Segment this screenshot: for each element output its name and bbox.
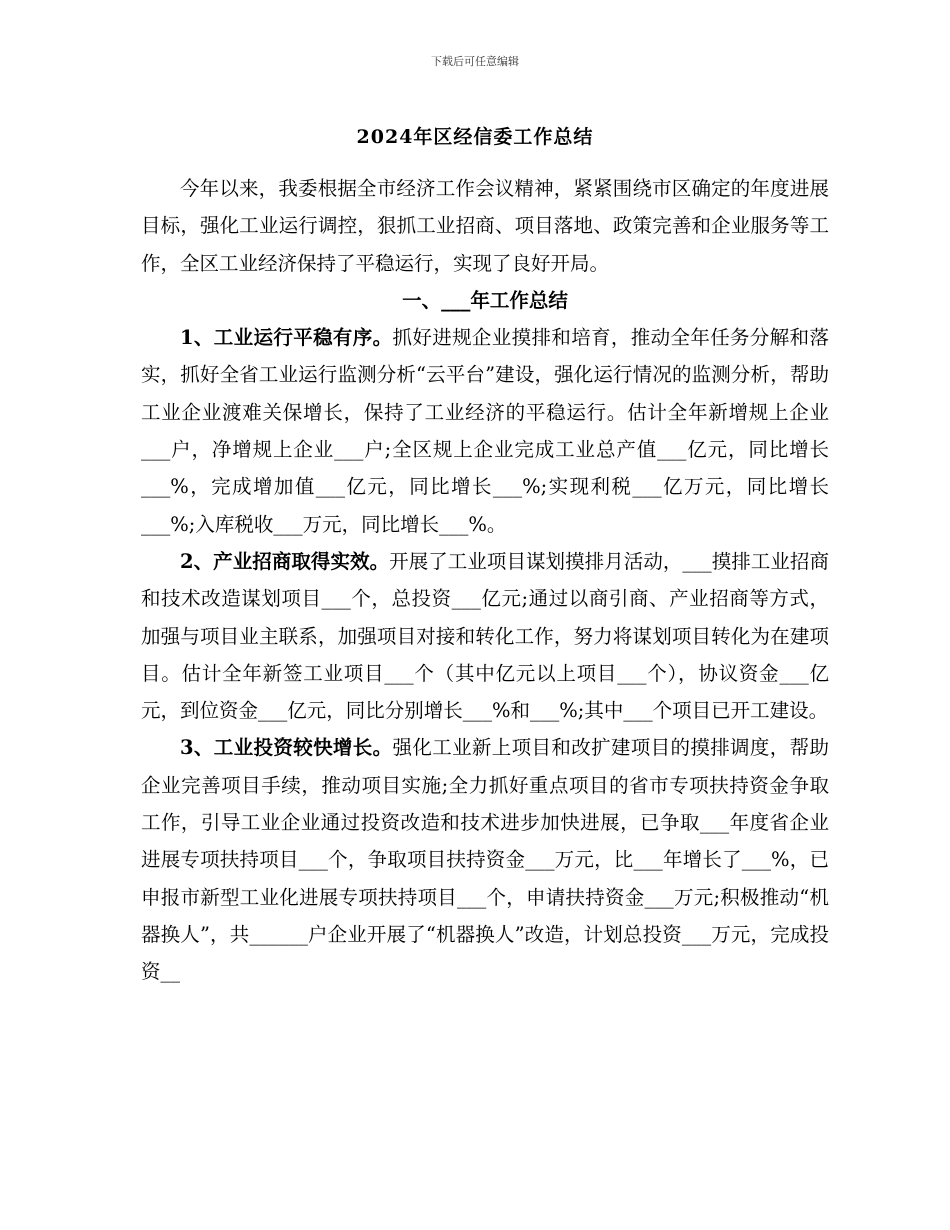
page-header-note: 下载后可任意编辑 [431, 55, 519, 68]
section-item-3 [141, 729, 829, 990]
item-2-body: 开展了工业项目谋划摸排月活动，___摸排工业招商和技术改造谋划项目___个，总投资___亿元;通过以商引商、产业招商等方式，加强与项目业主联系，加强项目对接和转化工作，努力将谋划项目转化为在建项目。估计全年新签工业项目___个（其中亿元以上项目___个），协议资金___亿元，到位资金___亿元，同比分别增长___%和___%;其中___个项目已开工建设。 [141, 549, 829, 723]
section-item-1 [141, 319, 829, 543]
section-heading: 一、___年工作总结 [402, 288, 568, 312]
item-2-lead: 2、产业招商取得实效。 [180, 549, 390, 573]
item-1-lead: 1、工业运行平稳有序。 [180, 326, 393, 350]
intro-paragraph: 今年以来，我委根据全市经济工作会议精神，紧紧围绕市区确定的年度进展目标，强化工业运行调控，狠抓工业招商、项目落地、政策完善和企业服务等工作，全区工业经济保持了平稳运行，实现了良好开局。 [141, 177, 829, 275]
item-3-body: 强化工业新上项目和改扩建项目的摸排调度，帮助企业完善项目手续，推动项目实施;全力抓好重点项目的省市专项扶持资金争取工作，引导工业企业通过投资改造和技术进步加快进展，已争取___年度省企业进展专项扶持项目___个，争取项目扶持资金___万元，比___年增长了___%，已申报市新型工业化进展专项扶持项目___个，申请扶持资金___万元;积极推动“机器换人”，共______户企业开展了“机器换人”改造，计划总投资___万元，完成投资__ [141, 736, 829, 984]
section-item-2 [141, 543, 829, 729]
item-3-lead: 3、工业投资较快增长。 [180, 736, 393, 760]
document-body [141, 170, 829, 991]
document-title: 2024年区经信委工作总结 [356, 126, 594, 148]
item-1-body: 抓好进规企业摸排和培育，推动全年任务分解和落实，抓好全省工业运行监测分析“云平台”建设，强化运行情况的监测分析，帮助工业企业渡难关保增长，保持了工业经济的平稳运行。估计全年新增规上企业___户，净增规上企业___户;全区规上企业完成工业总产值___亿元，同比增长___%，完成增加值___亿元，同比增长___%;实现利税___亿万元，同比增长___%;入库税收___万元，同比增长___%。 [141, 326, 829, 536]
